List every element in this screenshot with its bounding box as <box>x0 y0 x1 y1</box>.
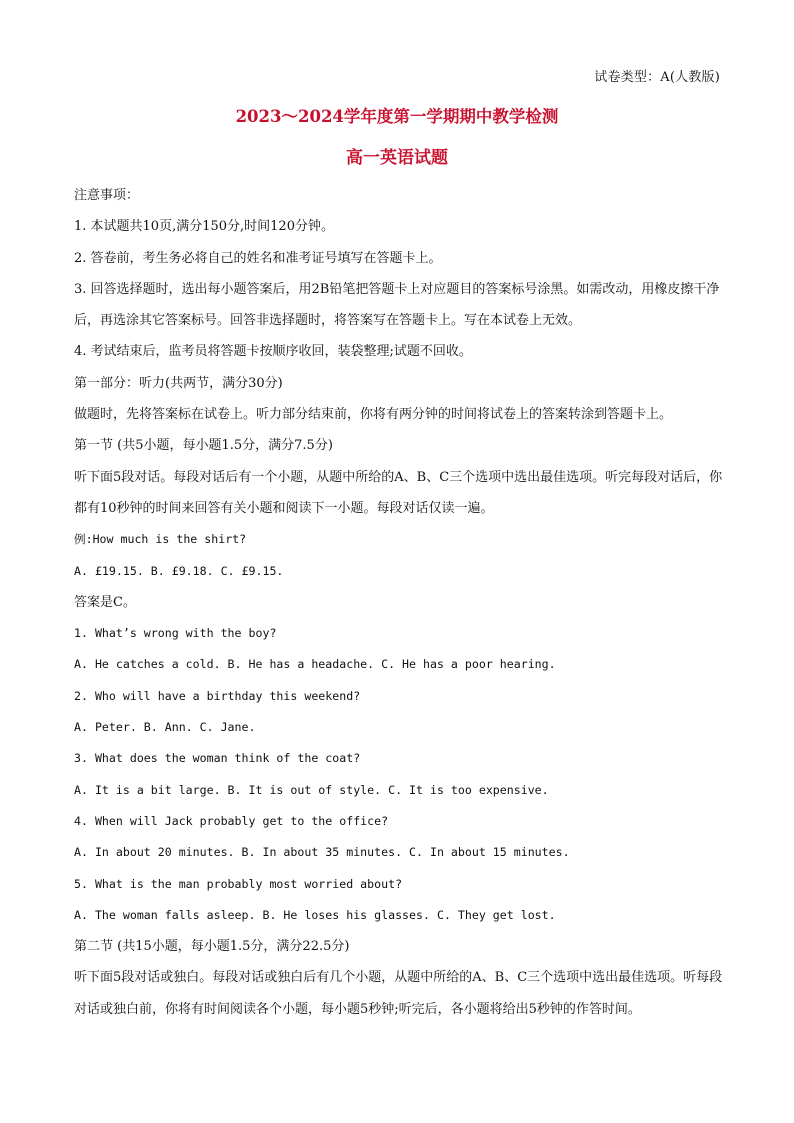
part1-instruction: 做题时，先将答案标在试卷上。听力部分结束前，你将有两分钟的时间将试卷上的答案转涂到答题卡上。 <box>74 407 673 423</box>
question-options: A. Peter. B. Ann. C. Jane. <box>74 720 256 735</box>
question-options: A. The woman falls asleep. B. He loses his glasses. C. They get lost. <box>74 907 556 922</box>
example-options: A. £19.15. B. £9.18. C. £9.15. <box>74 563 284 578</box>
section1-instruction: 听下面5段对话。每段对话后有一个小题，从题中所给的A、B、C三个选项中选出最佳选项。听完每段对话后，你都有10秒钟的时间来回答有关小题和阅读下一小题。每段对话仅读一遍。 <box>74 469 723 516</box>
question-options: A. It is a bit large. B. It is out of style. C. It is too expensive. <box>74 782 549 797</box>
question-text: 5. What is the man probably most worried about? <box>74 876 403 891</box>
exam-title: 2023～2024学年度第一学期期中教学检测 <box>235 107 559 126</box>
note-item: 1. 本试题共10页,满分150分,时间120分钟。 <box>74 219 334 235</box>
section2-instruction: 听下面5段对话或独白。每段对话或独白后有几个小题，从题中所给的A、B、C三个选项中选出最佳选项。听每段对话或独白前，你将有时间阅读各个小题，每小题5秒钟;听完后，各小题将给出5秒钟的作答时间。 <box>74 970 723 1017</box>
question-text: 3. What does the woman think of the coat? <box>74 751 361 766</box>
question-options: A. In about 20 minutes. B. In about 35 minutes. C. In about 15 minutes. <box>74 845 570 860</box>
paper-type-label: 试卷类型：A(人教版) <box>594 70 720 85</box>
note-item: 4. 考试结束后，监考员将答题卡按顺序收回，装袋整理;试题不回收。 <box>74 344 472 360</box>
notes-heading: 注意事项： <box>74 188 140 203</box>
note-item: 2. 答卷前，考生务必将自己的姓名和准考证号填写在答题卡上。 <box>74 250 442 266</box>
note-item: 3. 回答选择题时，选出每小题答案后，用2B铅笔把答题卡上对应题目的答案标号涂黑。如需改动，用橡皮擦干净后，再选涂其它答案标号。回答非选择题时，将答案写在答题卡上。写在本试卷上无效。 <box>74 281 720 329</box>
section1-heading: 第一节 (共5小题，每小题1.5分，满分7.5分) <box>74 438 333 454</box>
exam-subtitle: 高一英语试题 <box>346 148 448 168</box>
example-answer: 答案是C。 <box>74 594 136 610</box>
example-question: 例:How much is the shirt? <box>74 532 247 547</box>
question-text: 4. When will Jack probably get to the office? <box>74 813 389 828</box>
question-text: 1. What’s wrong with the boy? <box>74 626 277 641</box>
question-options: A. He catches a cold. B. He has a headache. C. He has a poor hearing. <box>74 657 556 672</box>
question-text: 2. Who will have a birthday this weekend? <box>74 688 361 703</box>
part1-heading: 第一部分：听力(共两节，满分30分) <box>74 375 283 391</box>
section2-heading: 第二节 (共15小题，每小题1.5分，满分22.5分) <box>74 939 350 955</box>
exam-body <box>74 180 724 1025</box>
